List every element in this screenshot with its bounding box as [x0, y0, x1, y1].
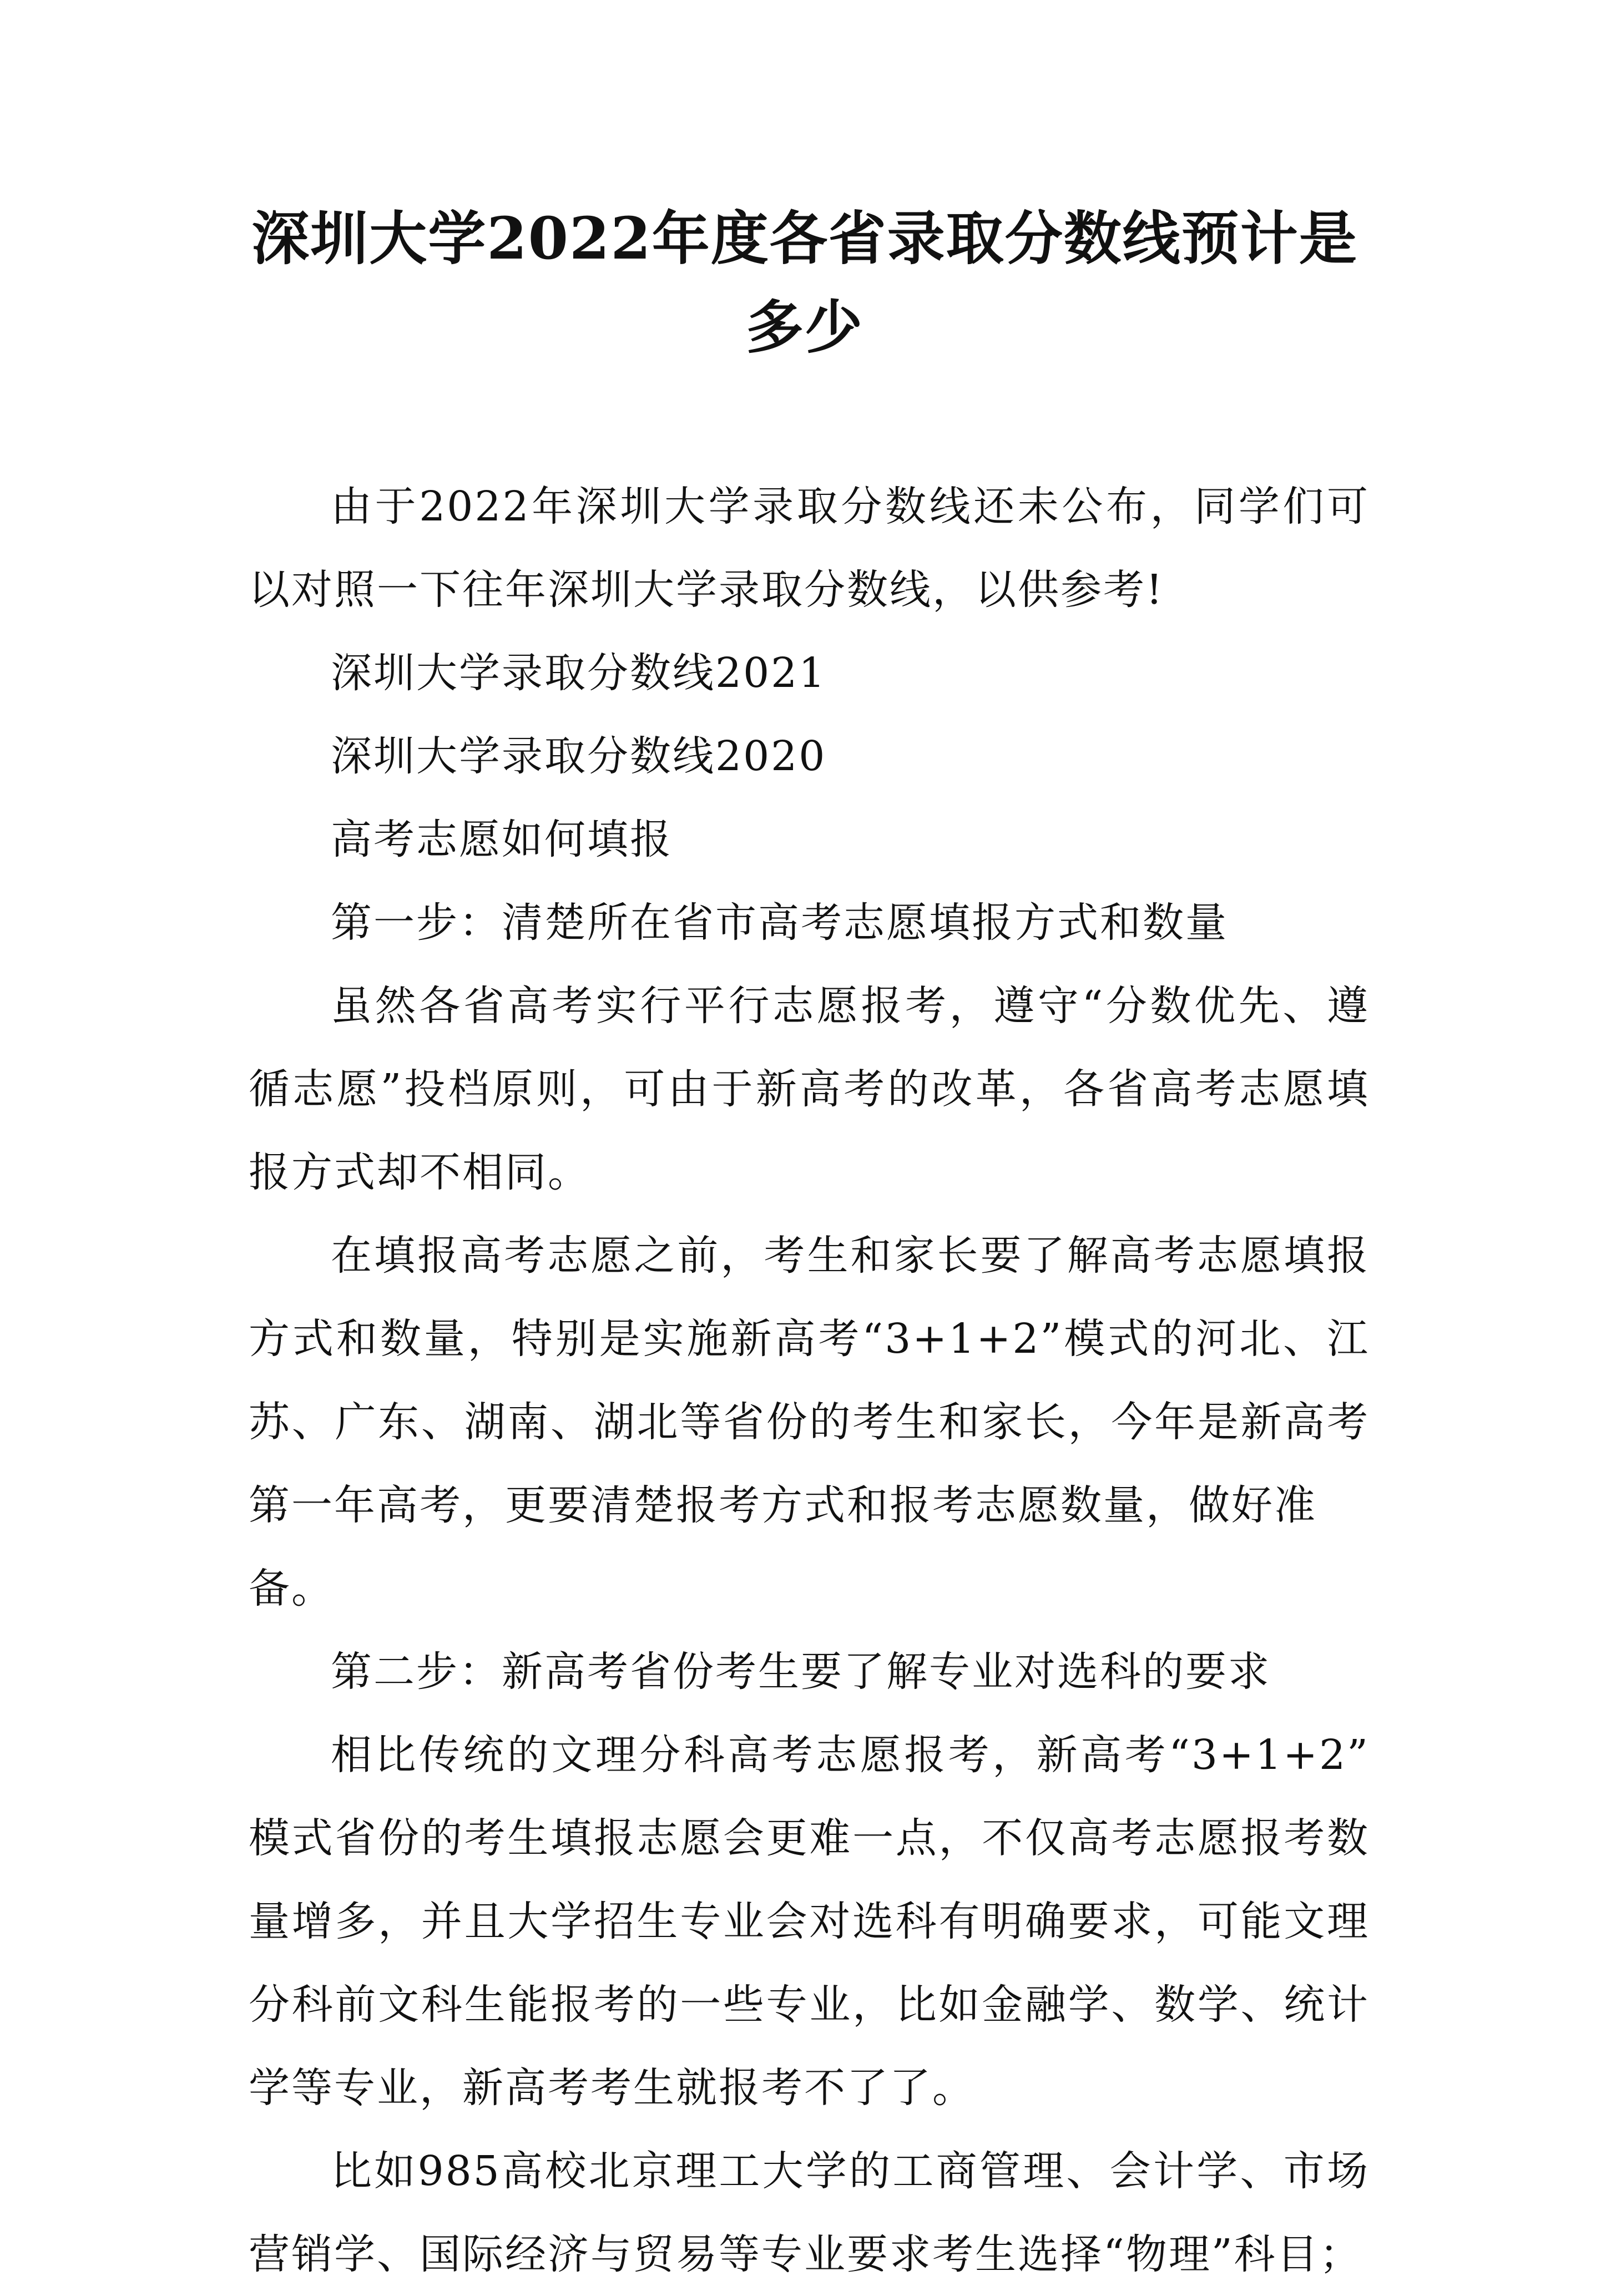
title-line-1: 深圳大学2022年度各省录取分数线预计是 [251, 204, 1358, 272]
paragraph-step-one: 第一步：清楚所在省市高考志愿填报方式和数量 [331, 899, 1228, 947]
paragraph-step-two: 第二步：新高考省份考生要了解专业对选科的要求 [331, 1648, 1271, 1696]
paragraph-compare [249, 1713, 1370, 2130]
paragraph-heading-how: 高考志愿如何填报 [331, 816, 673, 863]
text-line: 量增多，并且大学招生专业会对选科有明确要求，可能文理 [249, 1898, 1370, 1945]
text-line: 相比传统的文理分科高考志愿报考，新高考“3+1+2” [331, 1731, 1370, 1779]
document-body [249, 465, 1370, 2296]
text-line: 方式和数量，特别是实施新高考“3+1+2”模式的河北、江 [249, 1315, 1370, 1363]
paragraph-example [249, 2130, 1370, 2296]
paragraph-2020: 深圳大学录取分数线2020 [331, 732, 827, 780]
text-line: 以对照一下往年深圳大学录取分数线，以供参考! [249, 566, 1164, 614]
text-line: 虽然各省高考实行平行志愿报考，遵守“分数优先、遵 [331, 982, 1370, 1030]
text-line: 比如985高校北京理工大学的工商管理、会计学、市场 [331, 2147, 1370, 2195]
text-line: 学等专业，新高考考生就报考不了了。 [249, 2064, 975, 2112]
text-line: 由于2022年深圳大学录取分数线还未公布，同学们可 [331, 483, 1370, 530]
paragraph-2021: 深圳大学录取分数线2021 [331, 649, 827, 697]
paragraph-before-filling [249, 1214, 1370, 1630]
text-line: 分科前文科生能报考的一些专业，比如金融学、数学、统计 [249, 1981, 1370, 2029]
title-line-2: 多少 [745, 293, 863, 361]
text-line: 营销学、国际经济与贸易等专业要求考生选择“物理”科目； [249, 2231, 1362, 2278]
paragraph-parallel [249, 964, 1370, 1214]
text-line: 模式省份的考生填报志愿会更难一点，不仅高考志愿报考数 [249, 1814, 1370, 1862]
text-line: 第一年高考，更要清楚报考方式和报考志愿数量，做好准备。 [249, 1481, 1317, 1612]
text-line: 循志愿”投档原则，可由于新高考的改革，各省高考志愿填 [249, 1065, 1370, 1113]
paragraph-intro [249, 465, 1370, 631]
document-title [244, 194, 1365, 372]
text-line: 报方式却不相同。 [249, 1149, 590, 1196]
text-line: 在填报高考志愿之前，考生和家长要了解高考志愿填报 [331, 1232, 1370, 1280]
text-line: 苏、广东、湖南、湖北等省份的考生和家长，今年是新高考 [249, 1398, 1370, 1446]
